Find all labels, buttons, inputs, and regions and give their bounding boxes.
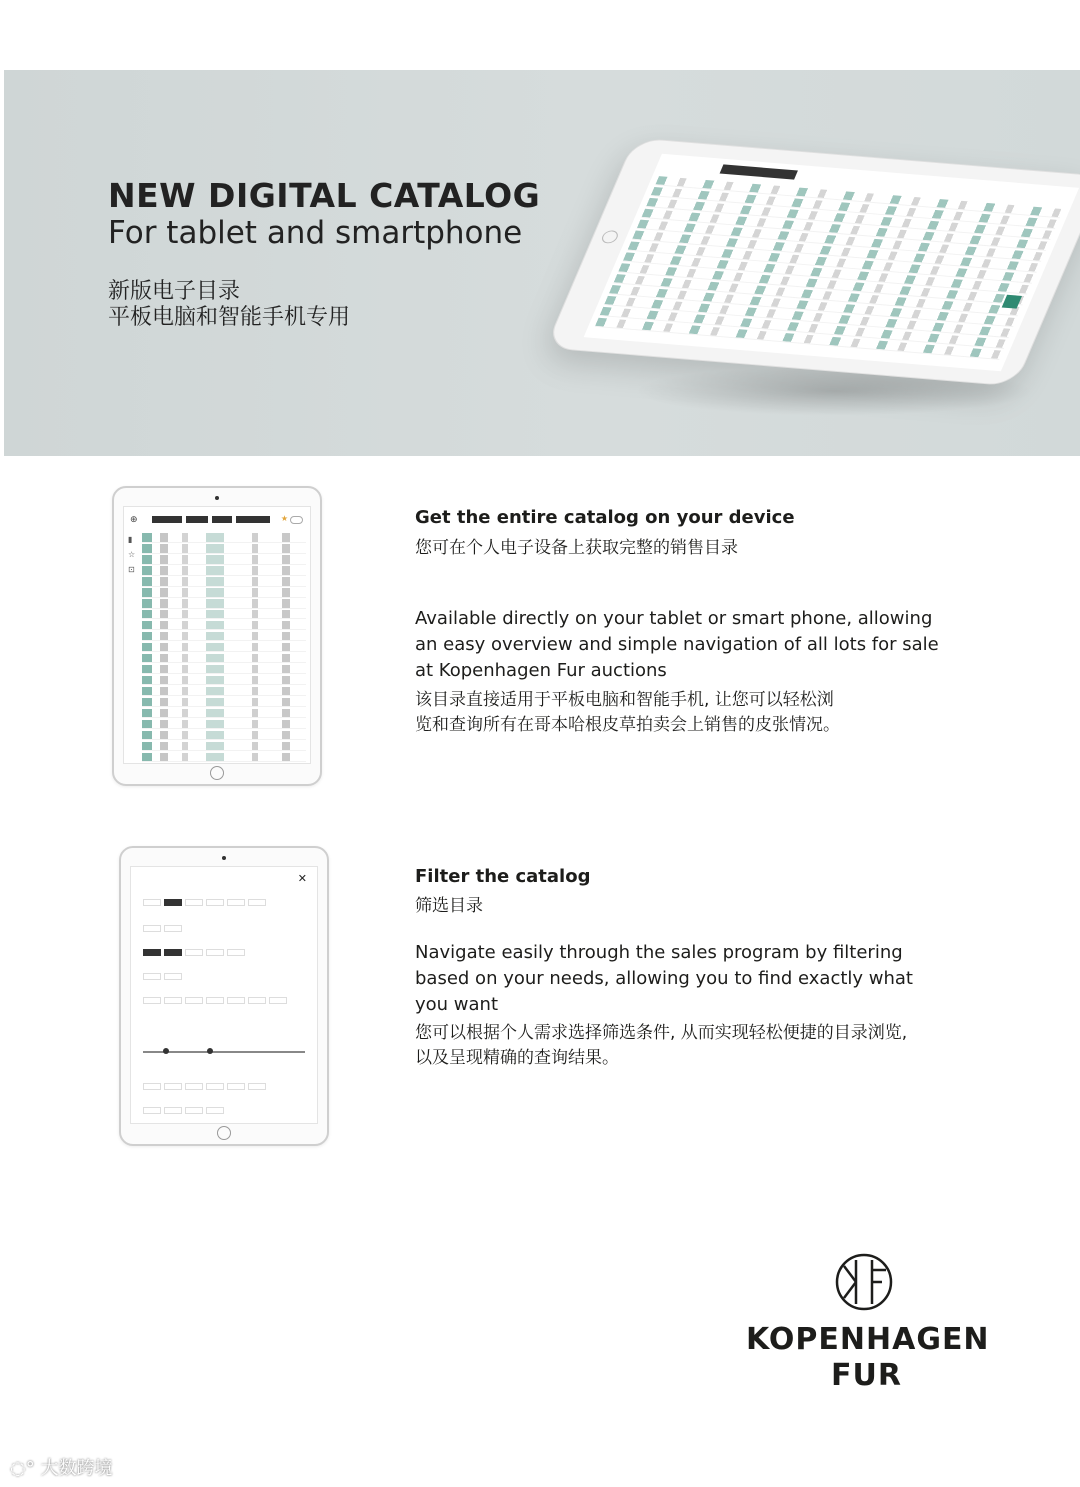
section2-body-line3: you want [415, 994, 499, 1015]
slider-knob [207, 1048, 213, 1054]
tilted-tablet-screen [584, 154, 1079, 372]
table-row [142, 731, 306, 741]
catalog-screen [123, 506, 311, 764]
table-row [142, 577, 306, 587]
logo-text-line2: FUR [831, 1358, 902, 1393]
toggle-switch [290, 516, 303, 524]
filter-group [143, 1101, 305, 1119]
section2-body-cn-line1: 您可以根据个人需求选择筛选条件, 从而实现轻松便捷的目录浏览, [415, 1023, 908, 1043]
cart-icon: ⊡ [128, 565, 135, 574]
watermark [10, 1454, 112, 1480]
filter-group [143, 1077, 305, 1095]
filter-group [143, 943, 305, 961]
menu-icon: ▮ [128, 535, 133, 544]
filter-chip [186, 516, 208, 523]
table-row [142, 643, 306, 653]
table-row [142, 588, 306, 598]
section2-heading-cn: 筛选目录 [415, 896, 483, 916]
table-row [142, 566, 306, 576]
table-row [142, 555, 306, 565]
kf-monogram-icon [834, 1252, 894, 1312]
table-row [142, 533, 306, 543]
screen-toolbar [720, 164, 798, 179]
close-icon: ✕ [297, 872, 307, 885]
camera-dot [215, 496, 219, 500]
section2-body-cn-line2: 以及呈现精确的查询结果。 [415, 1048, 619, 1068]
hero-subtitle: For tablet and smartphone [108, 215, 523, 251]
section1-body-cn-line1: 该目录直接适用于平板电脑和智能手机, 让您可以轻松浏 [415, 690, 834, 710]
hero-banner [4, 70, 1080, 456]
filter-group [143, 919, 305, 937]
filter-tablet-illustration [119, 846, 329, 1146]
filter-group [143, 893, 305, 911]
section1-body-line3: at Kopenhagen Fur auctions [415, 660, 667, 681]
table-row [142, 720, 306, 730]
table-row [142, 687, 306, 697]
quantity-slider [143, 1051, 305, 1053]
section2-body-line2: based on your needs, allowing you to find exactly what [415, 968, 913, 989]
logo-text-line1: KOPENHAGEN [746, 1322, 990, 1357]
catalog-tablet-illustration [112, 486, 322, 786]
hero-subtitle-cn: 平板电脑和智能手机专用 [108, 305, 351, 330]
table-row [142, 610, 306, 620]
globe-icon: ⊕ [130, 515, 138, 525]
hero-title: NEW DIGITAL CATALOG [108, 176, 541, 215]
section1-heading: Get the entire catalog on your device [415, 507, 795, 528]
catalog-toolbar [128, 513, 306, 527]
table-row [142, 599, 306, 609]
home-button-icon [210, 766, 224, 780]
section1-body-line2: an easy overview and simple navigation of all lots for sale [415, 634, 939, 655]
table-row [142, 665, 306, 675]
filter-chip [212, 516, 232, 523]
table-row [142, 654, 306, 664]
section1-heading-cn: 您可在个人电子设备上获取完整的销售目录 [415, 538, 738, 558]
catalog-table [142, 533, 306, 761]
table-row [142, 676, 306, 686]
table-row [142, 753, 306, 763]
table-row [142, 698, 306, 708]
table-row [142, 544, 306, 554]
watermark-logo-icon: ◌° [10, 1458, 35, 1479]
home-button-icon [217, 1126, 231, 1140]
section1-body-cn-line2: 览和查询所有在哥本哈根皮草拍卖会上销售的皮张情况。 [415, 715, 840, 735]
section1-body-line1: Available directly on your tablet or smart phone, allowing [415, 608, 933, 629]
hero-title-cn: 新版电子目录 [108, 279, 241, 304]
filter-chip [152, 516, 182, 523]
filter-group [143, 991, 305, 1009]
tilted-tablet [545, 137, 1080, 386]
star-icon: ★ [280, 514, 288, 523]
watermark-text: 大数跨境 [40, 1458, 113, 1479]
filter-screen [130, 866, 318, 1124]
camera-dot [222, 856, 226, 860]
section2-heading: Filter the catalog [415, 866, 591, 887]
table-row [142, 742, 306, 752]
hero-tablet-illustration [594, 136, 1054, 446]
catalog-sidebar [128, 535, 138, 580]
section2-body-line1: Navigate easily through the sales program by filtering [415, 942, 903, 963]
filter-header [139, 872, 309, 889]
favourite-icon: ☆ [128, 550, 136, 559]
home-button-icon [600, 230, 620, 244]
filter-group [143, 967, 305, 985]
filter-chip [236, 516, 270, 523]
table-row [142, 621, 306, 631]
slider-knob [163, 1048, 169, 1054]
table-row [142, 709, 306, 719]
table-row [142, 632, 306, 642]
